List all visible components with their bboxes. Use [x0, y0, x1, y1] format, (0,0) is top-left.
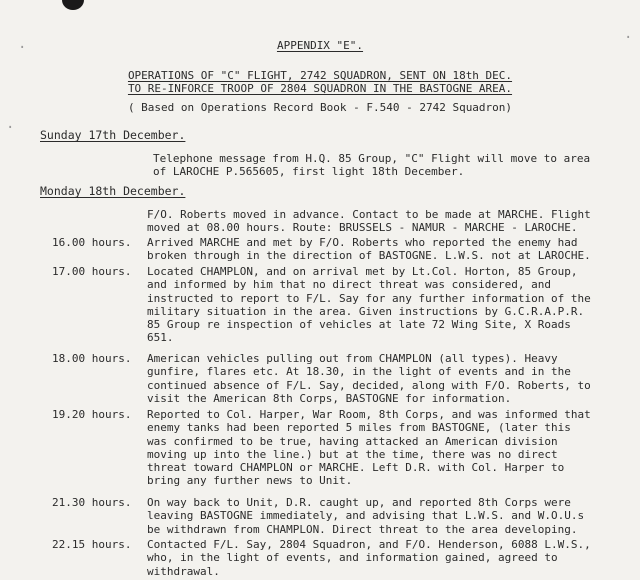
- paragraph-line: Located CHAMPLON, and on arrival met by Lt.Col. Horton, 85 Group,: [147, 265, 578, 278]
- heading-line-2: TO RE-INFORCE TROOP OF 2804 SQUADRON IN THE BASTOGNE AREA.: [127, 82, 513, 95]
- paragraph-line: American vehicles pulling out from CHAMPLON (all types). Heavy: [147, 352, 558, 365]
- entry-time: 16.00 hours.: [52, 236, 132, 249]
- date-heading-monday: Monday 18th December.: [40, 184, 186, 198]
- paragraph-line: bring any further news to Unit.: [147, 474, 353, 488]
- entry-text: [147, 236, 637, 263]
- entry-text: [147, 408, 637, 488]
- entry-time: 22.15 hours.: [52, 538, 132, 551]
- paragraph-line: threat toward CHAMPLON or MARCHE. Left D.R. with Col. Harper to: [147, 461, 565, 475]
- entry-time: 18.00 hours.: [52, 352, 132, 365]
- paragraph-line: who, in the light of events, and information gained, agreed to: [147, 551, 558, 565]
- paragraph-line: and informed by him that no direct threat was considered, and: [147, 278, 551, 292]
- sunday-paragraph: [153, 152, 640, 179]
- paragraph-line: be withdrawn from CHAMPLON. Direct threat to the area developing.: [147, 522, 578, 536]
- paragraph-line: moved at 08.00 hours. Route: BRUSSELS - NAMUR - MARCHE - LAROCHE.: [147, 221, 578, 235]
- paragraph-line: broken through in the direction of BASTOGNE. L.W.S. not at LAROCHE.: [147, 249, 591, 263]
- punch-hole: [62, 0, 84, 10]
- paragraph-line: military situation in the area. Given instructions by G.C.R.A.P.R.: [147, 304, 585, 318]
- page-mark-dot: ·: [624, 30, 633, 46]
- paragraph-line: of LAROCHE P.565605, first light 18th December.: [153, 165, 465, 179]
- entry-text: [147, 496, 637, 536]
- paragraph-line: was confirmed to be true, having attacked an American division: [147, 434, 558, 448]
- paragraph-line: Telephone message from H.Q. 85 Group, "C" Flight will move to area: [153, 152, 591, 165]
- paragraph-line: instructed to report to F/L. Say for any further information of the: [147, 291, 591, 305]
- appendix-title: APPENDIX "E".: [276, 39, 364, 52]
- monday-intro-paragraph: [147, 208, 637, 235]
- heading-line-1: OPERATIONS OF "C" FLIGHT, 2742 SQUADRON, SENT ON 18th DEC.: [127, 69, 513, 82]
- paragraph-line: gunfire, flares etc. At 18.30, in the light of events and in the: [147, 365, 571, 379]
- entry-text: [147, 352, 637, 405]
- entry-time: 17.00 hours.: [52, 265, 132, 278]
- paragraph-line: moving up into the line.) but at the time, there was no direct: [147, 447, 558, 461]
- paragraph-line: withdrawal.: [147, 564, 220, 578]
- paragraph-line: Reported to Col. Harper, War Room, 8th Corps, and was informed that: [147, 408, 591, 421]
- entry-time: 21.30 hours.: [52, 496, 132, 509]
- paragraph-line: Contacted F/L. Say, 2804 Squadron, and F/O. Henderson, 6088 L.W.S.,: [147, 538, 591, 551]
- entry-time: 19.20 hours.: [52, 408, 132, 421]
- paragraph-line: leaving BASTOGNE immediately, and advising that L.W.S. and W.O.U.s: [147, 509, 585, 523]
- page-mark-dot: ·: [18, 40, 27, 56]
- entry-text: [147, 265, 637, 345]
- paragraph-line: Arrived MARCHE and met by F/O. Roberts who reported the enemy had: [147, 236, 578, 249]
- paragraph-line: continued absence of F/L. Say, decided, along with F/O. Roberts, to: [147, 378, 591, 392]
- paragraph-line: 651.: [147, 331, 174, 345]
- paragraph-line: enemy tanks had been reported 5 miles from BASTOGNE, (later this: [147, 421, 571, 435]
- paragraph-line: 85 Group re inspection of vehicles at late 72 Wing Site, X Roads: [147, 318, 571, 332]
- paragraph-line: visit the American 8th Corps, BASTOGNE for information.: [147, 391, 512, 405]
- paragraph-line: F/O. Roberts moved in advance. Contact to be made at MARCHE. Flight: [147, 208, 591, 221]
- heading-source-note: ( Based on Operations Record Book - F.540 - 2742 Squadron): [127, 101, 513, 114]
- page-mark-dot: ·: [6, 120, 15, 136]
- date-heading-sunday: Sunday 17th December.: [40, 128, 186, 142]
- entry-text: [147, 538, 637, 578]
- paragraph-line: On way back to Unit, D.R. caught up, and reported 8th Corps were: [147, 496, 571, 509]
